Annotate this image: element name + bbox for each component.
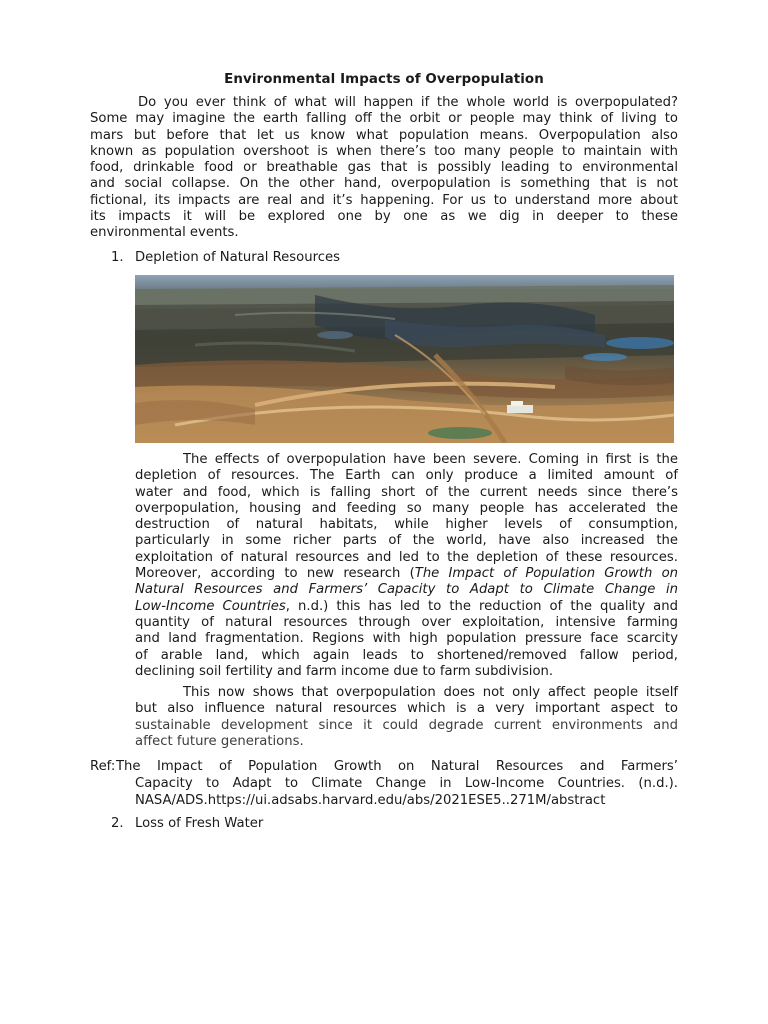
paragraph-line: depletion of resources. The Earth can only produce a limited amount of	[135, 468, 678, 484]
paragraph-line: affect future generations.	[135, 733, 304, 749]
paragraph-line: The effects of overpopulation have been severe. Coming in first is the	[183, 452, 678, 467]
paragraph-line: exploitation of natural resources and led to the depletion of these resources.	[135, 549, 678, 565]
reference-line: Capacity to Adapt to Climate Change in Low-Income Countries. (n.d.).	[135, 776, 678, 791]
intro-line: known as population overshoot is when there’s too many people to maintain with	[90, 143, 678, 159]
paragraph-line-citation	[135, 599, 678, 615]
paragraph-line: quantity of natural resources through over exploitation, intensive farming	[135, 614, 678, 630]
paragraph-line: particularly in some richer parts of the world, have also increased the	[135, 533, 678, 549]
intro-line: environmental events.	[90, 225, 239, 241]
intro-paragraph	[90, 95, 678, 242]
reference-label: Ref:	[90, 759, 116, 774]
intro-line: fictional, its impacts are real and it’s happening. For us to understand more about	[90, 192, 678, 208]
intro-line: and social collapse. On the other hand, overpopulation is something that is not	[90, 176, 678, 192]
intro-line: its impacts it will be explored one by one as we dig in deeper to these	[90, 209, 678, 225]
reference-link[interactable]: NASA/ADS.https://ui.adsabs.harvard.edu/abs/2021ESE5..271M/abstract	[135, 793, 606, 808]
paragraph-line-citation	[135, 566, 678, 582]
mining-landscape-photo	[135, 275, 674, 443]
paragraph-line-citation	[135, 582, 678, 598]
paragraph-line: declining soil fertility and farm income due to farm subdivision.	[135, 663, 554, 679]
section-heading: Depletion of Natural Resources	[135, 250, 340, 265]
citation-title-part: Low-Income Countries	[135, 598, 286, 614]
intro-line: food, drinkable food or breathable gas that is possibly leading to environmental	[90, 160, 678, 176]
list-number: 2.	[111, 816, 124, 831]
depletion-paragraph-1	[135, 452, 678, 680]
citation-suffix: , n.d.) this has led to the reduction of the quality and	[285, 598, 678, 614]
citation-prefix: Moreover, according to new research (	[135, 566, 415, 582]
paragraph-line: of arable land, which again leads to shortened/removed fallow period,	[135, 647, 678, 663]
citation-title-part: Natural Resources and Farmers’ Capacity to Adapt to Climate Change in	[135, 582, 678, 598]
paragraph-line: water and food, which is falling short of the current needs since there’s	[135, 484, 678, 500]
list-number: 1.	[111, 250, 124, 265]
intro-line: Some may imagine the earth falling off the orbit or people may think of living to	[90, 111, 678, 127]
intro-line: Do you ever think of what will happen if the whole world is overpopulated?	[138, 95, 678, 110]
citation-title-part: The Impact of Population Growth on	[414, 566, 678, 582]
document-title: Environmental Impacts of Overpopulation	[224, 72, 544, 87]
paragraph-line: and land fragmentation. Regions with high population pressure face scarcity	[135, 631, 678, 647]
paragraph-line: but also influence natural resources which is a very important aspect to	[135, 701, 678, 717]
paragraph-line: destruction of natural habitats, while higher levels of consumption,	[135, 517, 678, 533]
reference-line: The Impact of Population Growth on Natural Resources and Farmers’	[116, 759, 678, 774]
paragraph-line: overpopulation, housing and feeding so many people has accelerated the	[135, 500, 678, 516]
intro-line: mars but before that let us know what population means. Overpopulation also	[90, 127, 678, 143]
paragraph-line: sustainable development since it could degrade current environments and	[135, 717, 678, 733]
paragraph-line: This now shows that overpopulation does not only affect people itself	[183, 685, 678, 700]
depletion-paragraph-2	[135, 685, 678, 750]
section-heading: Loss of Fresh Water	[135, 816, 264, 831]
